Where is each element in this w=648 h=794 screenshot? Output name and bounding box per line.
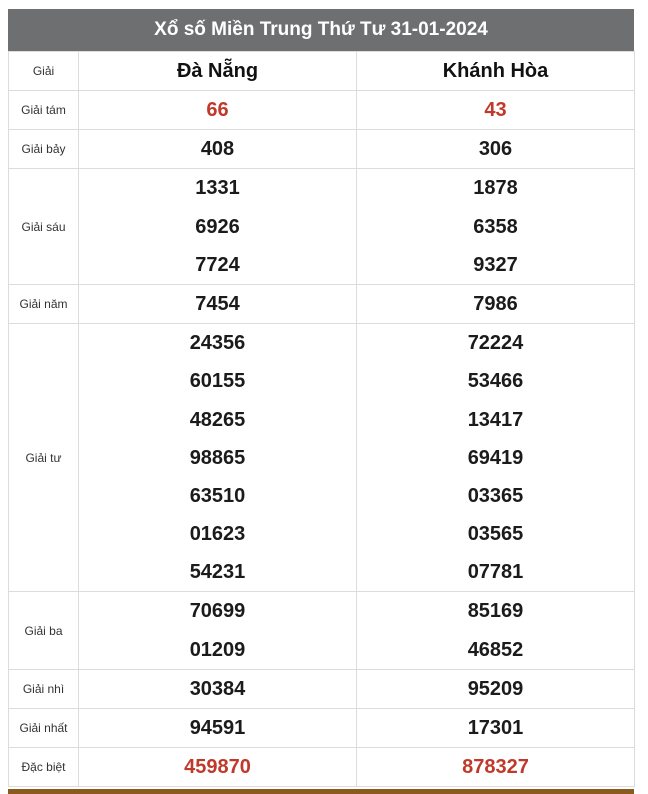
prize-number: 85169 [467,600,524,623]
results-panel [8,9,634,794]
prize-number: 46852 [467,638,524,661]
prize-cell-khanh-hoa [357,748,635,787]
prize-number: 7986 [473,292,518,315]
table-row [9,709,635,748]
prize-cell-da-nang [79,91,357,130]
table-row [9,130,635,169]
table-row [9,592,635,669]
prize-number: 54231 [189,561,246,584]
table-row [9,324,635,592]
prize-label: Giải nhì [9,669,79,708]
prize-number: 30384 [189,677,246,700]
prize-number: 43 [484,99,507,121]
prize-label: Giải năm [9,284,79,323]
prize-cell-da-nang [79,592,357,669]
bottom-accent-bar [8,789,634,794]
prize-number: 66 [206,99,229,121]
prize-cell-da-nang [79,284,357,323]
prize-cell-da-nang [79,709,357,748]
prize-number: 24356 [189,332,246,355]
prize-cell-khanh-hoa [357,709,635,748]
prize-cell-da-nang [79,324,357,592]
table-row [9,169,635,285]
prize-cell-khanh-hoa [357,324,635,592]
prize-number: 72224 [467,332,524,355]
prize-number: 94591 [189,717,246,739]
prize-number: 03365 [467,484,524,507]
prize-number: 17301 [467,717,524,739]
header-province-da-nang: Đà Nẵng [79,52,357,91]
prize-number: 53466 [467,370,524,393]
prize-number: 6358 [473,215,518,238]
prize-cell-khanh-hoa [357,91,635,130]
prize-cell-da-nang [79,130,357,169]
header-province-khanh-hoa: Khánh Hòa [357,52,635,91]
table-row [9,91,635,130]
prize-cell-khanh-hoa [357,592,635,669]
prize-number: 07781 [467,561,524,584]
prize-label: Giải tư [9,324,79,592]
prize-cell-khanh-hoa [357,284,635,323]
prize-number: 03565 [467,523,524,546]
prize-label: Đặc biệt [9,748,79,787]
prize-number: 01623 [189,523,246,546]
prize-label: Giải sáu [9,169,79,285]
header-prize-label: Giải [9,52,79,91]
prize-number: 878327 [462,756,529,779]
prize-number: 70699 [189,600,246,623]
prize-number: 95209 [467,677,524,700]
prize-number: 7454 [195,292,240,315]
prize-number: 60155 [189,370,246,393]
prize-number: 6926 [195,215,240,238]
prize-number: 63510 [189,484,246,507]
table-row [9,748,635,787]
prize-number: 01209 [189,638,246,661]
prize-number: 98865 [189,446,246,469]
prize-number: 1331 [195,177,240,200]
table-row [9,284,635,323]
prize-cell-da-nang [79,748,357,787]
prize-number: 13417 [467,408,524,431]
prize-number: 48265 [189,408,246,431]
prize-number: 9327 [473,253,518,276]
table-row [9,669,635,708]
prize-number: 69419 [467,446,524,469]
page-title: Xổ số Miền Trung Thứ Tư 31-01-2024 [8,9,634,51]
prize-label: Giải nhất [9,709,79,748]
prize-label: Giải tám [9,91,79,130]
prize-cell-da-nang [79,669,357,708]
prize-cell-khanh-hoa [357,169,635,285]
prize-cell-da-nang [79,169,357,285]
prize-number: 459870 [184,756,251,779]
prize-number: 306 [478,138,513,161]
prize-number: 408 [200,138,235,161]
prize-label: Giải bảy [9,130,79,169]
prize-cell-khanh-hoa [357,130,635,169]
prize-cell-khanh-hoa [357,669,635,708]
results-table [8,51,635,787]
prize-label: Giải ba [9,592,79,669]
prize-number: 1878 [473,177,518,200]
prize-number: 7724 [195,253,240,276]
table-header-row [9,52,635,91]
